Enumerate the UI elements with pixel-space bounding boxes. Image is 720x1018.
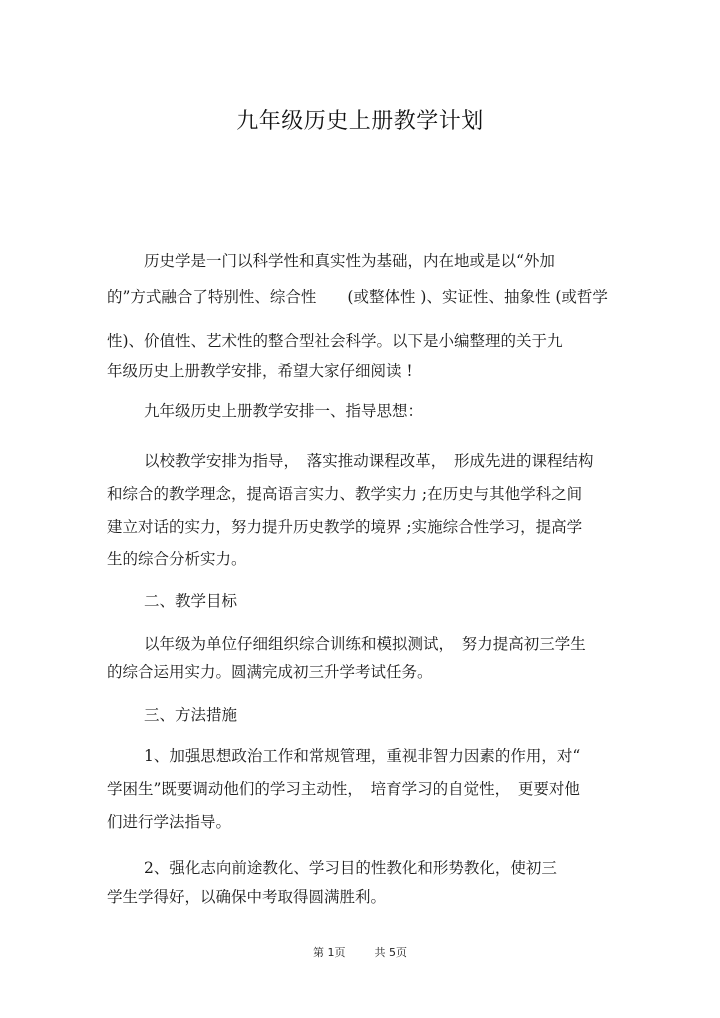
- section-heading: 九年级历史上册教学安排一、指导思想：: [144, 402, 424, 420]
- paragraph-line: 建立对话的实力，努力提升历史教学的境界 ;实施综合性学习，提高学: [107, 518, 583, 536]
- paragraph-line: 历史学是一门以科学性和真实性为基础，内在地或是以“外加: [144, 252, 555, 270]
- page-footer: [0, 944, 720, 960]
- paragraph-line: 1、加强思想政治工作和常规管理，重视非智力因素的作用，对“: [144, 747, 581, 765]
- paragraph-line: 的”方式融合了特别性、综合性 (或整体性 )、实证性、抽象性 (或哲学: [107, 288, 608, 306]
- paragraph-line: 学生学得好，以确保中考取得圆满胜利。: [107, 888, 387, 906]
- document-title: 九年级历史上册教学计划: [236, 109, 484, 134]
- paragraph-line: 的综合运用实力。圆满完成初三升学考试任务。: [107, 663, 433, 681]
- paragraph-line: 性)、价值性、艺术性的整合型社会科学。以下是小编整理的关于九: [107, 332, 563, 350]
- page-total: 共 5页: [374, 946, 407, 959]
- paragraph-line: 们进行学法指导。: [107, 813, 232, 831]
- paragraph-line: 学困生”既要调动他们的学习主动性， 培育学习的自觉性， 更要对他: [107, 780, 580, 798]
- paragraph-line: 和综合的教学理念，提高语言实力、教学实力 ;在历史与其他学科之间: [107, 485, 583, 503]
- paragraph-line: 2、强化志向前途教化、学习目的性教化和形势教化，使初三: [144, 859, 557, 877]
- paragraph-line: 以校教学安排为指导， 落实推动课程改革， 形成先进的课程结构: [144, 452, 594, 470]
- page-number: 第 1页: [313, 946, 346, 959]
- paragraph-line: 年级历史上册教学安排，希望大家仔细阅读 !: [107, 362, 413, 380]
- section-heading: 三、方法措施: [144, 706, 238, 724]
- section-heading: 二、教学目标: [144, 592, 238, 610]
- paragraph-line: 以年级为单位仔细组织综合训练和模拟测试， 努力提高初三学生: [144, 635, 586, 653]
- paragraph-line: 生的综合分析实力。: [107, 550, 247, 568]
